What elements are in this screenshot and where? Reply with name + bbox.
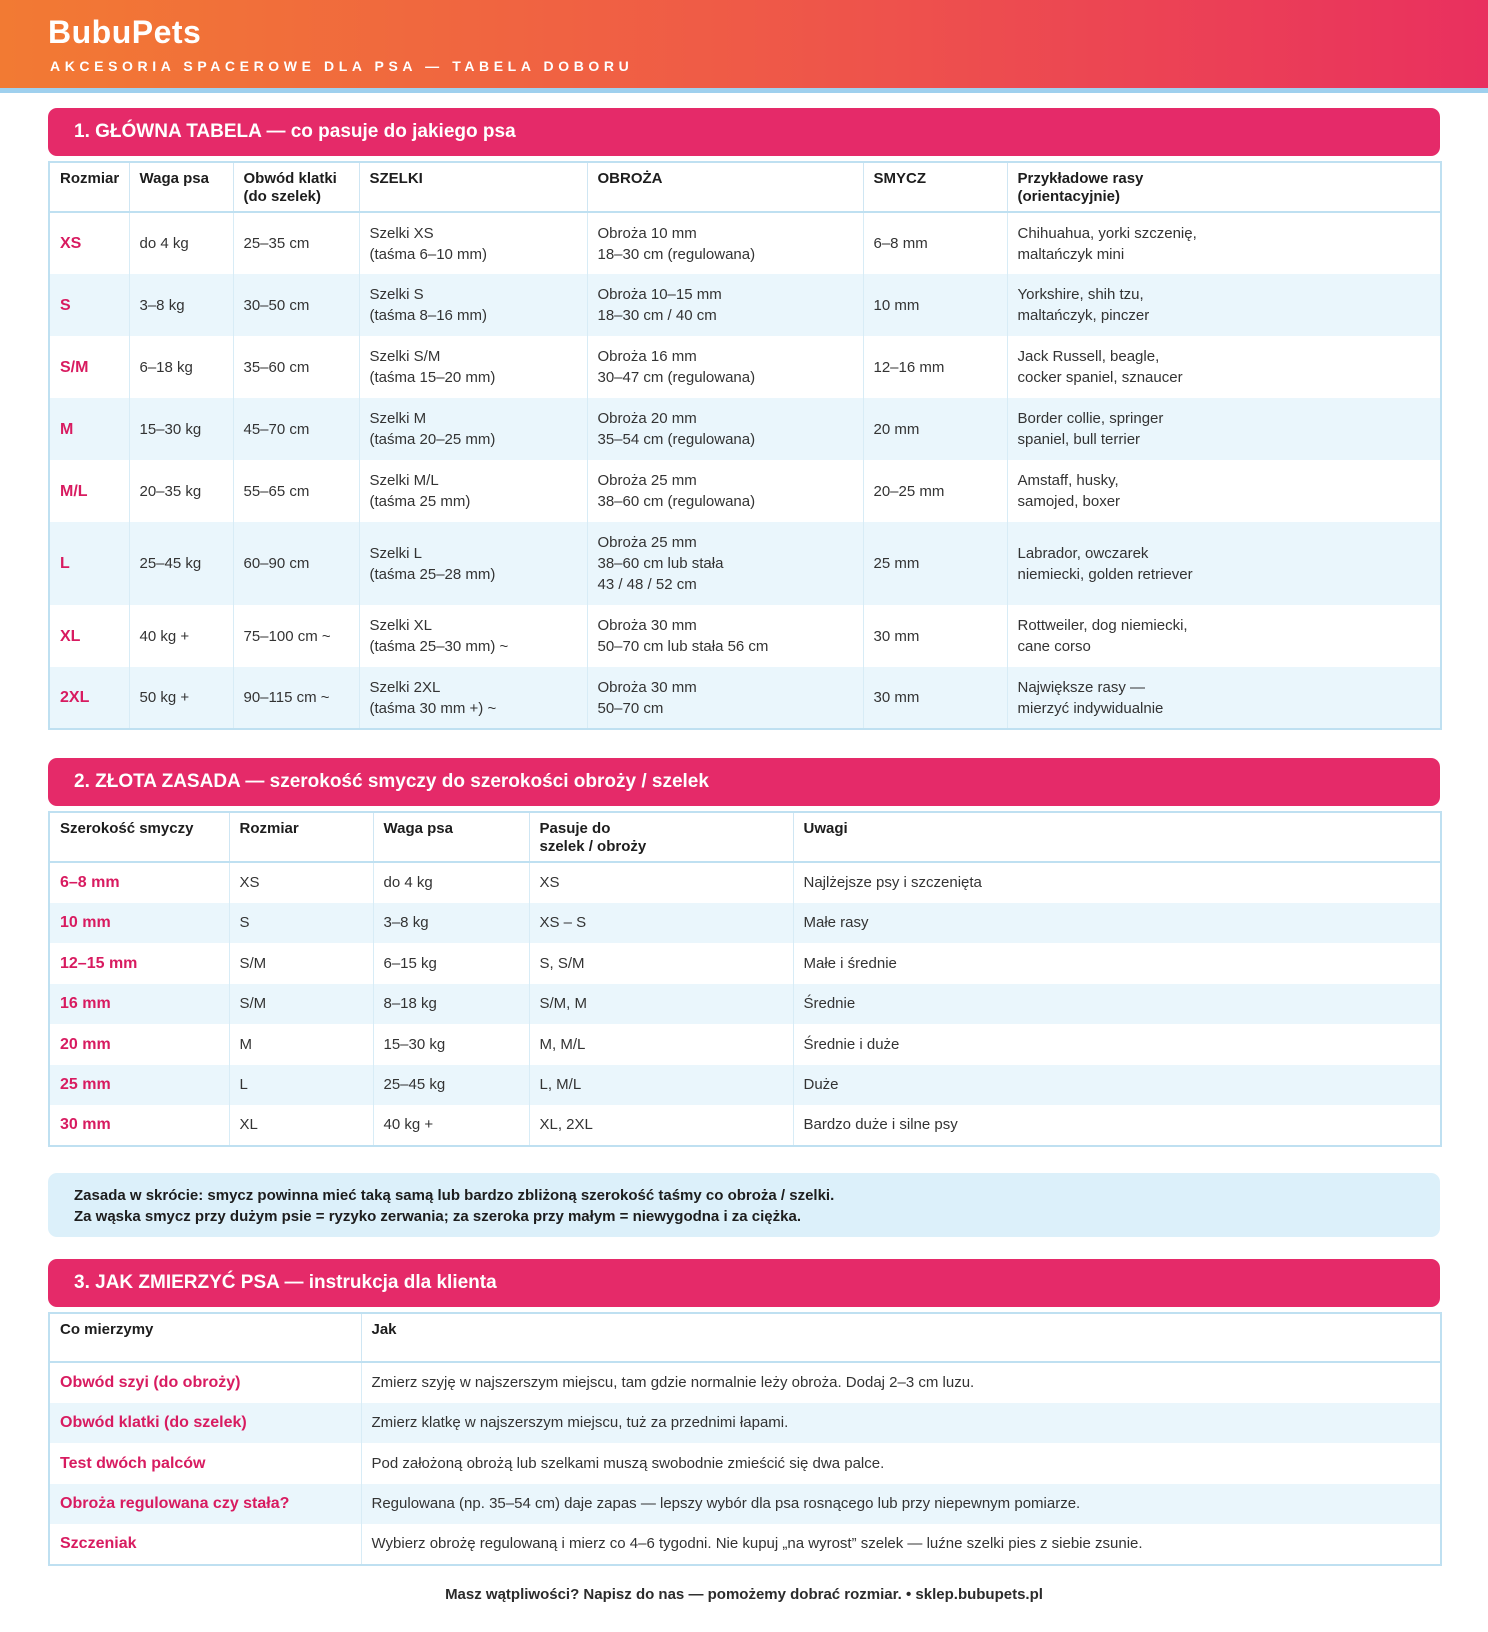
row-key-cell: Obwód klatki (do szelek) [49, 1403, 361, 1444]
table-cell: Regulowana (np. 35–54 cm) daje zapas — lepszy wybór dla psa rosnącego lub przy niepewnym pomiarze. [361, 1484, 1441, 1525]
table-cell: Rottweiler, dog niemiecki, cane corso [1017, 617, 1188, 655]
rule-summary-note [48, 1173, 1440, 1237]
row-key-cell: 25 mm [49, 1065, 229, 1106]
column-header: Rozmiar [49, 162, 129, 212]
table-cell: XS – S [529, 903, 793, 944]
table-cell: Duże [793, 1065, 1441, 1106]
table-cell: 15–30 kg [129, 398, 233, 460]
note-line-2: Za wąska smycz przy dużym psie = ryzyko zerwania; za szeroka przy małym = niewygodna i za ciężka. [74, 1208, 801, 1225]
table-cell: 3–8 kg [373, 903, 529, 944]
header-banner [0, 0, 1488, 88]
table-row [49, 862, 1441, 903]
table-cell: 8–18 kg [373, 984, 529, 1025]
table-cell: XS [529, 862, 793, 903]
table-cell: 60–90 cm [233, 522, 359, 605]
table-row [49, 398, 1441, 460]
table-cell: Małe i średnie [803, 954, 897, 972]
table-cell: 30–50 cm [233, 274, 359, 336]
table-cell: 90–115 cm ~ [233, 667, 359, 729]
table-cell: Zmierz klatkę w najszerszym miejscu, tuż za przednimi łapami. [361, 1403, 1441, 1444]
table-cell: do 4 kg [373, 862, 529, 903]
row-key-cell: Obwód szyi (do obroży) [49, 1362, 361, 1403]
header-divider [0, 88, 1488, 93]
table-row [49, 1403, 1441, 1444]
column-header: Obwód klatki (do szelek) [233, 162, 359, 212]
table-cell: S/M [229, 984, 373, 1025]
table-row [49, 1443, 1441, 1484]
table-cell: Szelki XS (taśma 6–10 mm) [359, 212, 587, 274]
table-cell: S/M, M [529, 984, 793, 1025]
column-header: Pasuje do szelek / obroży [529, 812, 793, 862]
table-cell: Obroża 10–15 mm 18–30 cm / 40 cm [587, 274, 863, 336]
table-cell: 25–35 cm [233, 212, 359, 274]
table-cell: M, M/L [529, 1024, 793, 1065]
table-cell: 15–30 kg [373, 1024, 529, 1065]
table-cell: Szelki 2XL (taśma 30 mm +) ~ [359, 667, 587, 729]
table-cell: Wybierz obrożę regulowaną i mierz co 4–6 tygodni. Nie kupuj „na wyrost” szelek — luźne szelki pies z siebie zsunie. [371, 1535, 1143, 1553]
table-cell: L, M/L [529, 1065, 793, 1106]
table-cell: Pod założoną obrożą lub szelkami muszą swobodnie zmieścić się dwa palce. [371, 1454, 885, 1472]
row-key-cell: S [49, 274, 129, 336]
table-cell: Średnie [793, 984, 1441, 1025]
table-cell: XS [229, 862, 373, 903]
table-header-row [49, 162, 1441, 212]
table-cell: 6–8 mm [863, 212, 1007, 274]
table-cell: Obroża 10 mm 18–30 cm (regulowana) [587, 212, 863, 274]
main-size-table [48, 161, 1442, 730]
row-key-cell: M/L [49, 460, 129, 522]
table-cell: XL [229, 1105, 373, 1146]
table-cell: Bardzo duże i silne psy [803, 1116, 958, 1134]
table-cell: Małe rasy [793, 903, 1441, 944]
row-key-cell: M [49, 398, 129, 460]
table-cell: S, S/M [529, 943, 793, 984]
table-row [49, 460, 1441, 522]
table-row [49, 274, 1441, 336]
table-cell: 20–25 mm [863, 460, 1007, 522]
column-header: Przykładowe rasy (orientacyjnie) [1007, 162, 1441, 212]
table-row [49, 212, 1441, 274]
table-cell: Średnie i duże [803, 1035, 900, 1053]
table-cell: 12–16 mm [863, 336, 1007, 398]
table-cell: Zmierz szyję w najszerszym miejscu, tam gdzie normalnie leży obroża. Dodaj 2–3 cm luzu. [371, 1374, 975, 1392]
table-row [49, 1484, 1441, 1525]
table-cell: Szelki S/M (taśma 15–20 mm) [359, 336, 587, 398]
table-cell: 6–18 kg [129, 336, 233, 398]
table-cell: Najlżejsze psy i szczenięta [803, 874, 982, 892]
table-cell: L [229, 1065, 373, 1106]
table-cell: 20–35 kg [129, 460, 233, 522]
column-header: Uwagi [793, 812, 1441, 862]
column-header: Jak [361, 1313, 1441, 1362]
column-header: OBROŻA [587, 162, 863, 212]
table-cell: Największe rasy — mierzyć indywidualnie [1007, 667, 1441, 729]
table-cell: Obroża 30 mm 50–70 cm [587, 667, 863, 729]
table-cell: 20 mm [863, 398, 1007, 460]
column-header: Rozmiar [229, 812, 373, 862]
table-cell: Chihuahua, yorki szczenię, maltańczyk mini [1017, 224, 1197, 263]
table-row [49, 984, 1441, 1025]
column-header: Waga psa [129, 162, 233, 212]
table-cell: Szelki M (taśma 20–25 mm) [359, 398, 587, 460]
table-header-row [49, 812, 1441, 862]
row-key-cell: 20 mm [49, 1024, 229, 1065]
table-cell: do 4 kg [129, 212, 233, 274]
measurement-table [48, 1312, 1442, 1566]
row-key-cell: 30 mm [49, 1105, 229, 1146]
table-cell: 6–15 kg [373, 943, 529, 984]
row-key-cell: 16 mm [49, 984, 229, 1025]
table-row [49, 903, 1441, 944]
table-row [49, 1105, 1441, 1146]
table-cell: 3–8 kg [129, 274, 233, 336]
column-header: Szerokość smyczy [49, 812, 229, 862]
table-cell: 25–45 kg [129, 522, 233, 605]
table-cell: 30 mm [863, 605, 1007, 667]
row-key-cell: XL [49, 605, 129, 667]
row-key-cell: 6–8 mm [49, 862, 229, 903]
row-key-cell: Szczeniak [49, 1524, 361, 1565]
table-cell: Jack Russell, beagle, cocker spaniel, sznaucer [1017, 348, 1183, 386]
table-cell: Szelki M/L (taśma 25 mm) [359, 460, 587, 522]
row-key-cell: XS [49, 212, 129, 274]
table-cell: 30 mm [863, 667, 1007, 729]
table-cell: 75–100 cm ~ [233, 605, 359, 667]
column-header: Waga psa [373, 812, 529, 862]
page-subtitle: AKCESORIA SPACEROWE DLA PSA — TABELA DOBORU [50, 58, 634, 74]
column-header: SMYCZ [863, 162, 1007, 212]
table-cell: Obroża 16 mm 30–47 cm (regulowana) [587, 336, 863, 398]
table-row [49, 605, 1441, 667]
table-cell: S/M [229, 943, 373, 984]
row-key-cell: Test dwóch palców [49, 1443, 361, 1484]
table-row [49, 522, 1441, 605]
row-key-cell: 12–15 mm [49, 943, 229, 984]
table-cell: Szelki L (taśma 25–28 mm) [359, 522, 587, 605]
table-cell: 45–70 cm [233, 398, 359, 460]
table-cell: 40 kg + [129, 605, 233, 667]
table-row [49, 667, 1441, 729]
table-cell: 25–45 kg [373, 1065, 529, 1106]
table-row [49, 1024, 1441, 1065]
table-cell: 35–60 cm [233, 336, 359, 398]
note-line-1: Zasada w skrócie: smycz powinna mieć taką samą lub bardzo zbliżoną szerokość taśmy co obroża / szelki. [74, 1187, 835, 1204]
table-cell: Amstaff, husky, samojed, boxer [1017, 472, 1121, 510]
table-cell: M [229, 1024, 373, 1065]
row-key-cell: Obroża regulowana czy stała? [49, 1484, 361, 1525]
section-2-title: 2. ZŁOTA ZASADA — szerokość smyczy do szerokości obroży / szelek [48, 758, 1440, 806]
footer-contact: Masz wątpliwości? Napisz do nas — pomożemy dobrać rozmiar. • sklep.bubupets.pl [445, 1586, 1043, 1603]
row-key-cell: 10 mm [49, 903, 229, 944]
row-key-cell: 2XL [49, 667, 129, 729]
table-cell: Labrador, owczarek niemiecki, golden retriever [1007, 522, 1441, 605]
column-header: SZELKI [359, 162, 587, 212]
table-cell: Obroża 30 mm 50–70 cm lub stała 56 cm [587, 605, 863, 667]
table-row [49, 1524, 1441, 1565]
table-cell: 50 kg + [129, 667, 233, 729]
table-cell: Yorkshire, shih tzu, maltańczyk, pinczer [1007, 274, 1441, 336]
table-cell: 40 kg + [373, 1105, 529, 1146]
brand-logo: BubuPets [48, 14, 202, 50]
table-header-row [49, 1313, 1441, 1362]
table-cell: 10 mm [863, 274, 1007, 336]
leash-width-table [48, 811, 1442, 1147]
table-cell: Border collie, springer spaniel, bull terrier [1007, 398, 1441, 460]
table-cell: S [229, 903, 373, 944]
table-cell: Szelki XL (taśma 25–30 mm) ~ [359, 605, 587, 667]
table-cell: Szelki S (taśma 8–16 mm) [359, 274, 587, 336]
table-row [49, 1065, 1441, 1106]
table-row [49, 943, 1441, 984]
section-3-title: 3. JAK ZMIERZYĆ PSA — instrukcja dla klienta [48, 1259, 1440, 1307]
column-header: Co mierzymy [49, 1313, 361, 1362]
table-cell: XL, 2XL [529, 1105, 793, 1146]
table-cell: Obroża 20 mm 35–54 cm (regulowana) [587, 398, 863, 460]
table-row [49, 336, 1441, 398]
table-row [49, 1362, 1441, 1403]
row-key-cell: L [49, 522, 129, 605]
table-cell: Obroża 25 mm 38–60 cm (regulowana) [587, 460, 863, 522]
row-key-cell: S/M [49, 336, 129, 398]
section-1-title: 1. GŁÓWNA TABELA — co pasuje do jakiego psa [48, 108, 1440, 156]
table-cell: 55–65 cm [233, 460, 359, 522]
table-cell: Obroża 25 mm 38–60 cm lub stała 43 / 48 / 52 cm [587, 522, 863, 605]
table-cell: 25 mm [863, 522, 1007, 605]
